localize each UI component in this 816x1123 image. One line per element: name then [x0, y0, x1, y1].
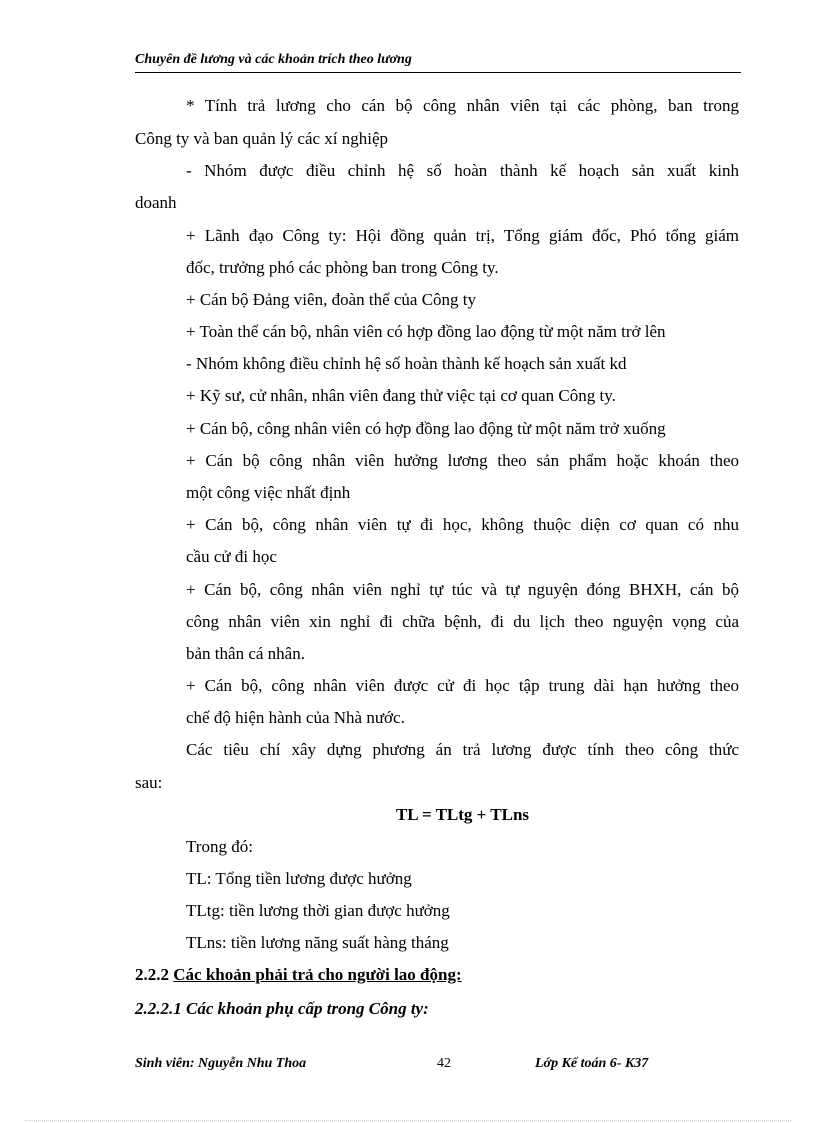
body-line: + Cán bộ, công nhân viên được cử đi học tập trung dài hạn hưởng theo	[186, 676, 739, 695]
subsection-heading: 2.2.2.1 Các khoản phụ cấp trong Công ty:	[135, 999, 429, 1018]
body-line: đốc, trưởng phó các phòng ban trong Công ty.	[186, 258, 499, 277]
body-line: + Toàn thể cán bộ, nhân viên có hợp đồng lao động từ một năm trở lên	[186, 322, 666, 341]
section-title: Các khoản phải trả cho người lao động:	[173, 965, 462, 984]
body-line: + Cán bộ công nhân viên hưởng lương theo sản phẩm hoặc khoán theo	[186, 451, 739, 470]
where-line: Trong đó:	[186, 837, 253, 856]
body-line: - Nhóm được điều chỉnh hệ số hoàn thành kế hoạch sản xuất kinh	[186, 161, 739, 180]
footer-class: Lớp Kế toán 6- K37	[535, 1056, 649, 1071]
page-header	[135, 50, 741, 73]
body-line: doanh	[135, 193, 177, 212]
body-line: + Lãnh đạo Công ty: Hội đồng quản trị, Tổng giám đốc, Phó tổng giám	[186, 226, 739, 245]
body-line: công nhân viên xin nghỉ đi chữa bệnh, đi du lịch theo nguyện vọng của	[186, 612, 739, 631]
where-line: TL: Tổng tiền lương được hưởng	[186, 869, 412, 888]
body-line: bản thân cá nhân.	[186, 644, 305, 663]
body-line: + Cán bộ, công nhân viên nghỉ tự túc và tự nguyện đóng BHXH, cán bộ	[186, 580, 739, 599]
body-line: Các tiêu chí xây dựng phương án trả lương được tính theo công thức	[186, 740, 739, 759]
body-line: * Tính trả lương cho cán bộ công nhân viên tại các phòng, ban trong	[186, 96, 739, 115]
header-title: Chuyên đề lương và các khoản trích theo lương	[135, 52, 412, 67]
footer-page-number: 42	[437, 1056, 451, 1071]
body-line: + Kỹ sư, cử nhân, nhân viên đang thử việc tại cơ quan Công ty.	[186, 386, 616, 405]
salary-formula: TL = TLtg + TLns	[395, 805, 530, 824]
section-heading	[135, 965, 462, 985]
section-number: 2.2.2	[135, 965, 169, 984]
body-line: chế độ hiện hành của Nhà nước.	[186, 708, 405, 727]
where-line: TLtg: tiền lương thời gian được hưởng	[186, 901, 450, 920]
body-line: một công việc nhất định	[186, 483, 351, 502]
body-line: sau:	[135, 773, 163, 792]
page-edge-divider	[25, 1120, 791, 1121]
footer-student: Sinh viên: Nguyễn Nhu Thoa	[135, 1056, 307, 1071]
body-line: cầu cử đi học	[186, 547, 277, 566]
body-line: Công ty và ban quản lý các xí nghiệp	[135, 129, 389, 148]
body-line: + Cán bộ Đảng viên, đoàn thể của Công ty	[186, 290, 477, 309]
body-line: + Cán bộ, công nhân viên tự đi học, không thuộc diện cơ quan có nhu	[186, 515, 739, 534]
body-line: - Nhóm không điều chỉnh hệ số hoàn thành kế hoạch sản xuất kd	[186, 354, 627, 373]
where-line: TLns: tiền lương năng suất hàng tháng	[186, 933, 449, 952]
body-line: + Cán bộ, công nhân viên có hợp đồng lao động từ một năm trở xuống	[186, 419, 666, 438]
